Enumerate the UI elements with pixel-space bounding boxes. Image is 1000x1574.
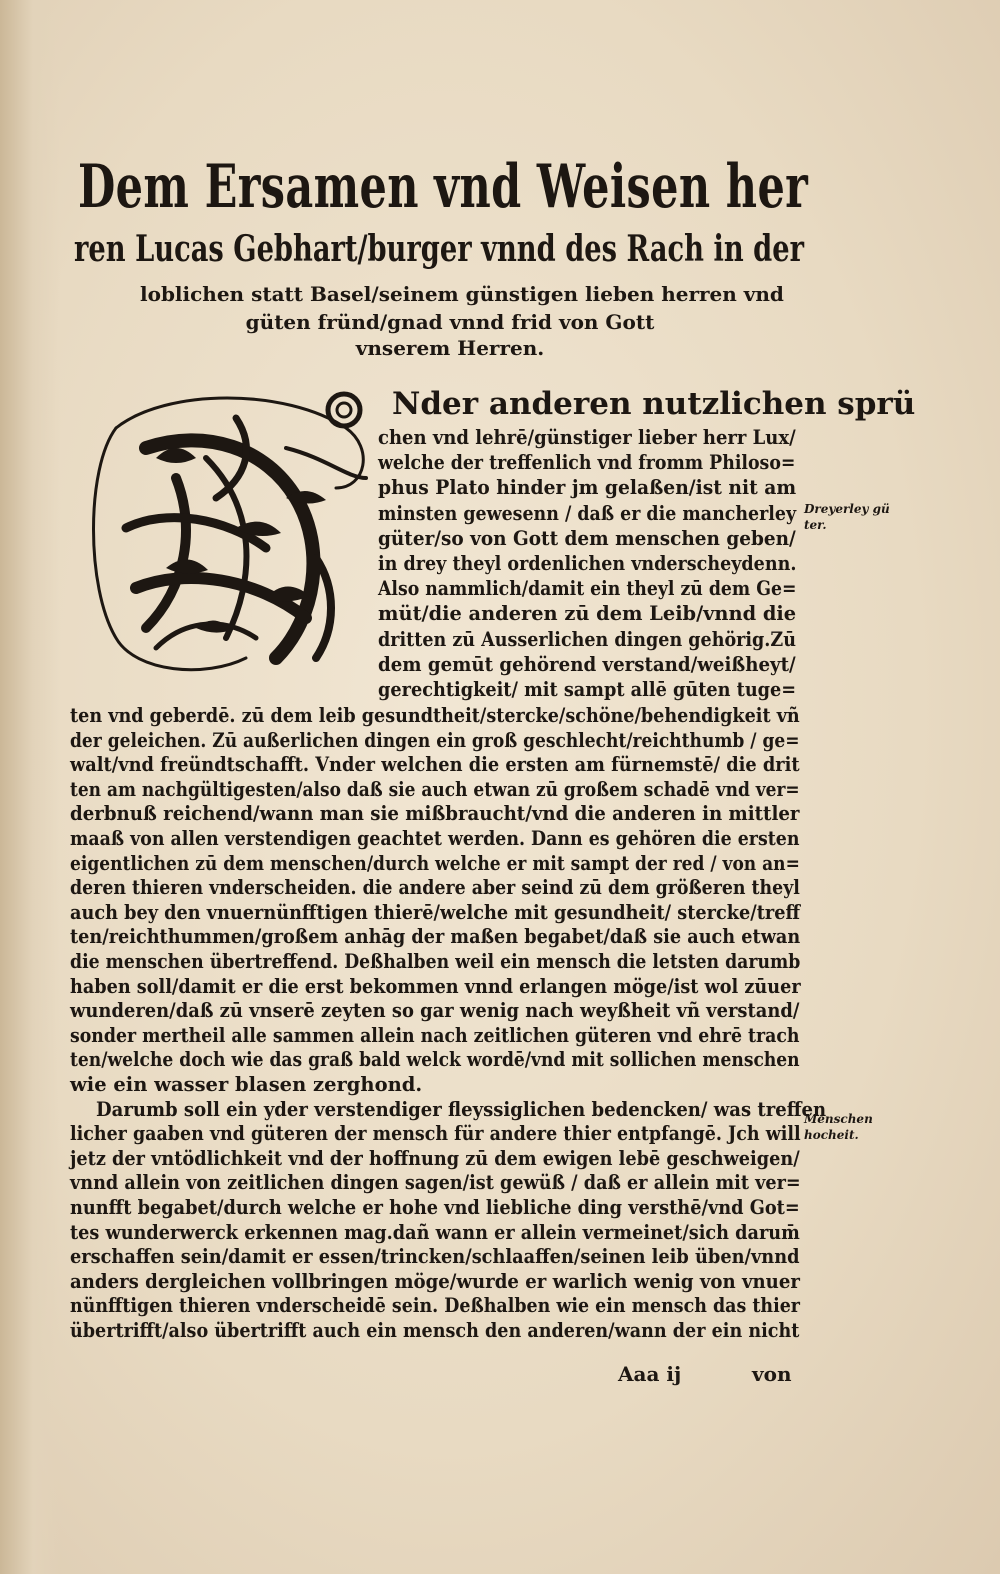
text-line: der geleichen. Zū außerlichen dingen ein groß geschlecht/reichthumb / ge= [70,728,800,752]
text-line: walt/vnd freündtschafft. Vnder welchen die ersten am fürnemstē/ die drit [70,753,800,777]
dedication-subheading-line3: vnserem Herren. [355,336,545,360]
text-line: vnnd allein von zeitlichen dingen sagen/ist gewüß / daß er allein mit ver= [70,1171,801,1195]
text-line: phus Plato hinder jm gelaßen/ist nit am [378,476,797,500]
text-line: dem gemūt gehörend verstand/weißheyt/ [378,652,796,676]
text-line: dritten zū Ausserlichen dingen gehörig.Zū [378,627,796,651]
text-line: ten am nachgültigesten/also daß sie auch etwan zū großem schadē vnd ver= [70,777,800,801]
marginal-note-2: Menschen hocheit. [804,1112,873,1142]
text-line: Also nammlich/damit ein theyl zū dem Ge= [378,577,797,601]
catchword: von [752,1362,792,1386]
text-line: ten/welche doch wie das graß bald welck wordē/vnd mit sollichen menschen [70,1048,800,1072]
text-line: in drey theyl ordenlichen vnderscheydenn. [378,552,797,575]
dedication-subheading-line2: güten fründ/gnad vnnd frid von Gott [245,310,655,334]
text-line: erschaffen sein/damit er essen/trincken/schlaaffen/seinen leib üben/vnnd [70,1245,800,1269]
dedication-heading-line2: ren Lucas Gebhart/burger vnnd des Rach in der [74,228,804,270]
text-line: licher gaaben vnd güteren der mensch für andere thier entpfangē. Jch will [70,1122,801,1146]
text-line: derbnuß reichend/wann man sie mißbraucht/vnd die anderen in mittler [70,802,800,826]
text-line: minsten gewesenn / daß er die mancherley [378,501,797,525]
text-line: ten vnd geberdē. zū dem leib gesundtheit/stercke/schöne/behendigkeit vñ [70,704,800,727]
text-line: wie ein wasser blasen zerghond. [70,1073,423,1096]
text-line: haben soll/damit er die erst bekommen vnnd erlangen möge/ist wol zūuer [70,974,801,998]
text-line: maaß von allen verstendigen geachtet werden. Dann es gehören die ersten [70,827,800,850]
dedication-subheading-line1: loblichen statt Basel/seinem günstigen lieben herren vnd [140,282,784,306]
text-line: auch bey den vnuernünfftigen thierē/welche mit gesundheit/ stercke/treff [70,900,800,924]
opening-line: Nder anderen nutzlichen sprü [392,386,916,422]
page-gutter-shadow [0,0,60,1574]
text-line: gerechtigkeit/ mit sampt allē gūten tuge= [378,678,797,701]
text-line: müt/die anderen zū dem Leib/vnnd die [378,602,797,626]
text-line: chen vnd lehrē/günstiger lieber herr Lux/ [378,426,796,449]
text-line: wunderen/daß zū vnserē zeyten so gar wenig nach weyßheit vñ verstand/ [70,999,800,1023]
text-line: eigentlichen zū dem menschen/durch welche er mit sampt der red / von an= [70,851,800,875]
text-line: jetz der vntödlichkeit vnd der hoffnung zū dem ewigen lebē geschweigen/ [70,1146,800,1170]
text-line: deren thieren vnderscheiden. die andere aber seind zū dem größeren theyl [70,876,800,900]
text-line: übertrifft/also übertrifft auch ein mensch den anderen/wann der ein nicht [70,1319,800,1342]
signature-mark: Aaa ij [618,1362,682,1386]
decorated-initial-letter [86,388,374,680]
text-line: welche der treffenlich vnd fromm Philoso= [378,451,796,475]
text-line: güter/so von Gott dem menschen geben/ [378,526,796,550]
text-line: sonder mertheil alle sammen allein nach zeitlichen güteren vnd ehrē trach [70,1023,800,1047]
text-line: Darumb soll ein yder verstendiger fleyssiglichen bedencken/ was treffen [96,1097,827,1121]
text-line: tes wunderwerck erkennen mag.dañ wann er allein vermeinet/sich darum̄ [70,1220,800,1244]
text-line: nunfft begabet/durch welche er hohe vnd liebliche ding versthē/vnd Got= [70,1196,800,1219]
marginal-note-1: Dreyerley gü ter. [804,502,890,532]
text-line: anders dergleichen vollbringen möge/wurde er warlich wenig von vnuer [70,1269,800,1293]
text-line: ten/reichthummen/großem anhāg der maßen begabet/daß sie auch etwan [70,925,801,949]
dedication-heading-line1: Dem Ersamen vnd Weisen her [78,152,809,222]
text-line: nünfftigen thieren vnderscheidē sein. Deßhalben wie ein mensch das thier [70,1294,800,1318]
text-line: die menschen übertreffend. Deßhalben weil ein mensch die letsten darumb [70,950,801,973]
